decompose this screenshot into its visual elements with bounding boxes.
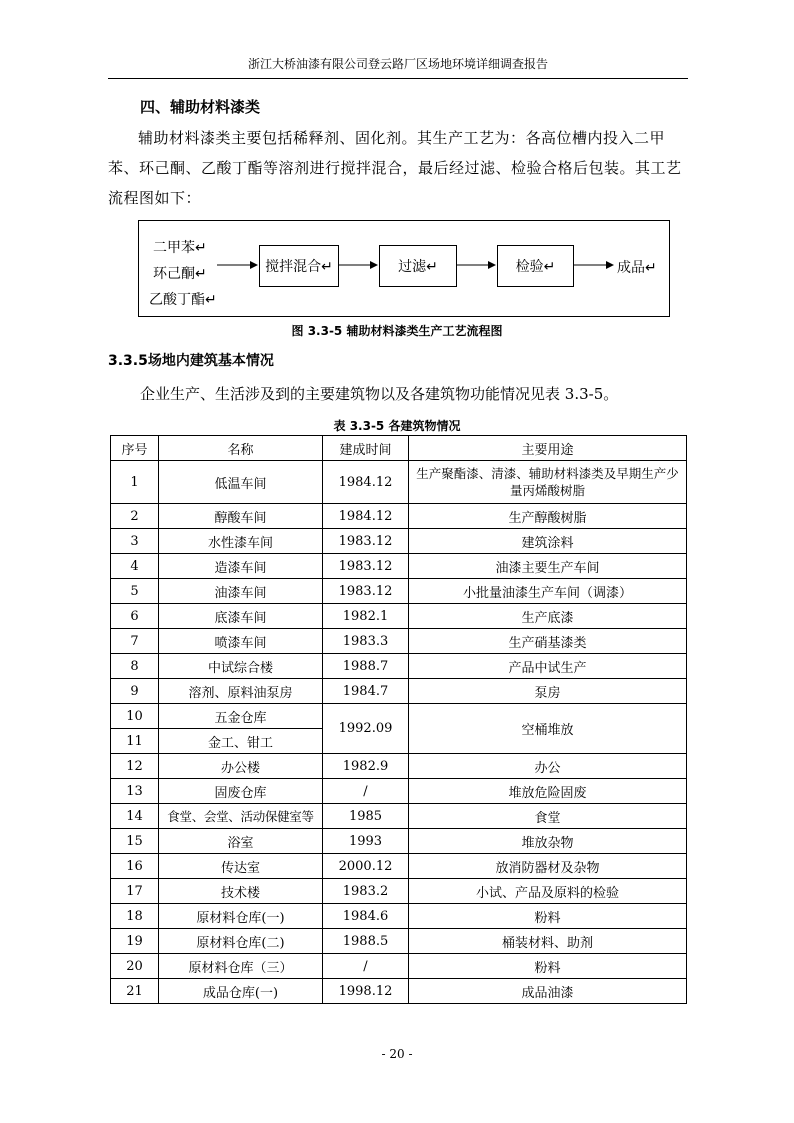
cell-no: 15 xyxy=(111,829,159,854)
cell-usage: 建筑涂料 xyxy=(409,529,687,554)
cell-no: 17 xyxy=(111,879,159,904)
cell-no: 21 xyxy=(111,979,159,1004)
cell-name: 水性漆车间 xyxy=(159,529,323,554)
cell-usage: 生产底漆 xyxy=(409,604,687,629)
cell-name: 五金仓库 xyxy=(159,704,323,729)
cell-no: 11 xyxy=(111,729,159,754)
cell-name: 造漆车间 xyxy=(159,554,323,579)
cell-name: 技术楼 xyxy=(159,879,323,904)
cell-no: 13 xyxy=(111,779,159,804)
cell-name: 原材料仓库（三） xyxy=(159,954,323,979)
cell-usage: 生产硝基漆类 xyxy=(409,629,687,654)
cell-built: 1993 xyxy=(323,829,409,854)
table-row xyxy=(111,554,687,579)
buildings-table xyxy=(110,435,687,1004)
cell-no: 19 xyxy=(111,929,159,954)
section-heading-buildings: 3.3.5场地内建筑基本情况 xyxy=(108,353,274,369)
cell-usage: 堆放危险固废 xyxy=(409,779,687,804)
cell-built: 1983.12 xyxy=(323,579,409,604)
cell-built: 1982.9 xyxy=(323,754,409,779)
cell-built: 1983.12 xyxy=(323,554,409,579)
cell-usage: 桶装材料、助剂 xyxy=(409,929,687,954)
cell-no: 3 xyxy=(111,529,159,554)
table-row xyxy=(111,954,687,979)
header-usage: 主要用途 xyxy=(409,436,687,461)
table-row xyxy=(111,804,687,829)
cell-no: 10 xyxy=(111,704,159,729)
table-row xyxy=(111,854,687,879)
cell-built: 1984.6 xyxy=(323,904,409,929)
table-header-row xyxy=(111,436,687,461)
cell-name: 金工、钳工 xyxy=(159,729,323,754)
cell-no: 5 xyxy=(111,579,159,604)
cell-no: 16 xyxy=(111,854,159,879)
table-row xyxy=(111,829,687,854)
cell-name: 醇酸车间 xyxy=(159,504,323,529)
cell-usage: 小批量油漆生产车间（调漆） xyxy=(409,579,687,604)
cell-usage: 粉料 xyxy=(409,904,687,929)
table-row xyxy=(111,654,687,679)
input-butyl-acetate: 乙酸丁酯↵ xyxy=(149,292,217,308)
cell-usage: 成品油漆 xyxy=(409,979,687,1004)
input-xylene: 二甲苯↵ xyxy=(153,240,207,256)
table-row xyxy=(111,979,687,1004)
cell-built: 1998.12 xyxy=(323,979,409,1004)
cell-no: 9 xyxy=(111,679,159,704)
cell-no: 12 xyxy=(111,754,159,779)
page-header: 浙江大桥油漆有限公司登云路厂区场地环境详细调查报告 xyxy=(108,55,688,79)
table-row xyxy=(111,604,687,629)
cell-built: / xyxy=(323,954,409,979)
table-row xyxy=(111,879,687,904)
cell-built: 1984.12 xyxy=(323,461,409,504)
header-name: 名称 xyxy=(159,436,323,461)
page-number: - 20 - xyxy=(381,1047,413,1061)
cell-usage: 生产醇酸树脂 xyxy=(409,504,687,529)
table-row xyxy=(111,629,687,654)
cell-built: 1988.5 xyxy=(323,929,409,954)
cell-name: 底漆车间 xyxy=(159,604,323,629)
cell-no: 1 xyxy=(111,461,159,504)
cell-usage: 产品中试生产 xyxy=(409,654,687,679)
table-row xyxy=(111,754,687,779)
cell-name: 办公楼 xyxy=(159,754,323,779)
cell-built: 1983.2 xyxy=(323,879,409,904)
step-mixing-box: 搅拌混合↵ xyxy=(259,245,339,287)
cell-built: / xyxy=(323,779,409,804)
table-row xyxy=(111,679,687,704)
header-built: 建成时间 xyxy=(323,436,409,461)
cell-usage: 办公 xyxy=(409,754,687,779)
cell-name: 原材料仓库(二) xyxy=(159,929,323,954)
cell-usage: 泵房 xyxy=(409,679,687,704)
table-row xyxy=(111,904,687,929)
cell-usage: 食堂 xyxy=(409,804,687,829)
header-no: 序号 xyxy=(111,436,159,461)
cell-usage-merged: 空桶堆放 xyxy=(409,704,687,754)
cell-built: 2000.12 xyxy=(323,854,409,879)
cell-name: 成品仓库(一) xyxy=(159,979,323,1004)
cell-no: 8 xyxy=(111,654,159,679)
cell-usage: 生产聚酯漆、清漆、辅助材料漆类及早期生产少量丙烯酸树脂 xyxy=(409,461,687,504)
process-flowchart xyxy=(138,220,670,317)
cell-no: 6 xyxy=(111,604,159,629)
output-finished-product: 成品↵ xyxy=(617,260,657,276)
table-row xyxy=(111,504,687,529)
cell-built: 1984.7 xyxy=(323,679,409,704)
table-row xyxy=(111,461,687,504)
cell-no: 20 xyxy=(111,954,159,979)
cell-name: 喷漆车间 xyxy=(159,629,323,654)
cell-name: 食堂、会堂、活动保健室等 xyxy=(159,804,323,829)
cell-name: 中试综合楼 xyxy=(159,654,323,679)
cell-no: 4 xyxy=(111,554,159,579)
cell-name: 固废仓库 xyxy=(159,779,323,804)
cell-usage: 小试、产品及原料的检验 xyxy=(409,879,687,904)
process-paragraph: 辅助材料漆类主要包括稀释剂、固化剂。其生产工艺为：各高位槽内投入二甲苯、环己酮、乙酸丁酯等溶剂进行搅拌混合，最后经过滤、检验合格后包装。其工艺流程图如下： xyxy=(108,129,682,207)
cell-usage: 放消防器材及杂物 xyxy=(409,854,687,879)
cell-usage: 堆放杂物 xyxy=(409,829,687,854)
section-intro: 企业生产、生活涉及到的主要建筑物以及各建筑物功能情况见表 3.3-5。 xyxy=(140,385,619,403)
cell-name: 传达室 xyxy=(159,854,323,879)
cell-usage: 粉料 xyxy=(409,954,687,979)
cell-usage: 油漆主要生产车间 xyxy=(409,554,687,579)
cell-name: 溶剂、原料油泵房 xyxy=(159,679,323,704)
table-row xyxy=(111,779,687,804)
cell-no: 14 xyxy=(111,804,159,829)
cell-built: 1983.12 xyxy=(323,529,409,554)
cell-name: 油漆车间 xyxy=(159,579,323,604)
step-filter-box: 过滤↵ xyxy=(379,245,457,287)
cell-built-merged: 1992.09 xyxy=(323,704,409,754)
table-row xyxy=(111,579,687,604)
cell-no: 2 xyxy=(111,504,159,529)
cell-built: 1988.7 xyxy=(323,654,409,679)
cell-name: 低温车间 xyxy=(159,461,323,504)
cell-name: 浴室 xyxy=(159,829,323,854)
table-row xyxy=(111,529,687,554)
cell-built: 1985 xyxy=(323,804,409,829)
table-row xyxy=(111,929,687,954)
table-caption: 表 3.3-5 各建筑物情况 xyxy=(333,419,461,433)
cell-built: 1982.1 xyxy=(323,604,409,629)
section-heading-auxiliary-paint: 四、辅助材料漆类 xyxy=(140,98,261,116)
step-inspection-box: 检验↵ xyxy=(497,245,574,287)
figure-caption: 图 3.3-5 辅助材料漆类生产工艺流程图 xyxy=(291,324,503,338)
cell-no: 18 xyxy=(111,904,159,929)
cell-built: 1983.3 xyxy=(323,629,409,654)
cell-built: 1984.12 xyxy=(323,504,409,529)
input-cyclohexanone: 环己酮↵ xyxy=(153,266,207,282)
cell-name: 原材料仓库(一) xyxy=(159,904,323,929)
table-row xyxy=(111,704,687,729)
cell-no: 7 xyxy=(111,629,159,654)
